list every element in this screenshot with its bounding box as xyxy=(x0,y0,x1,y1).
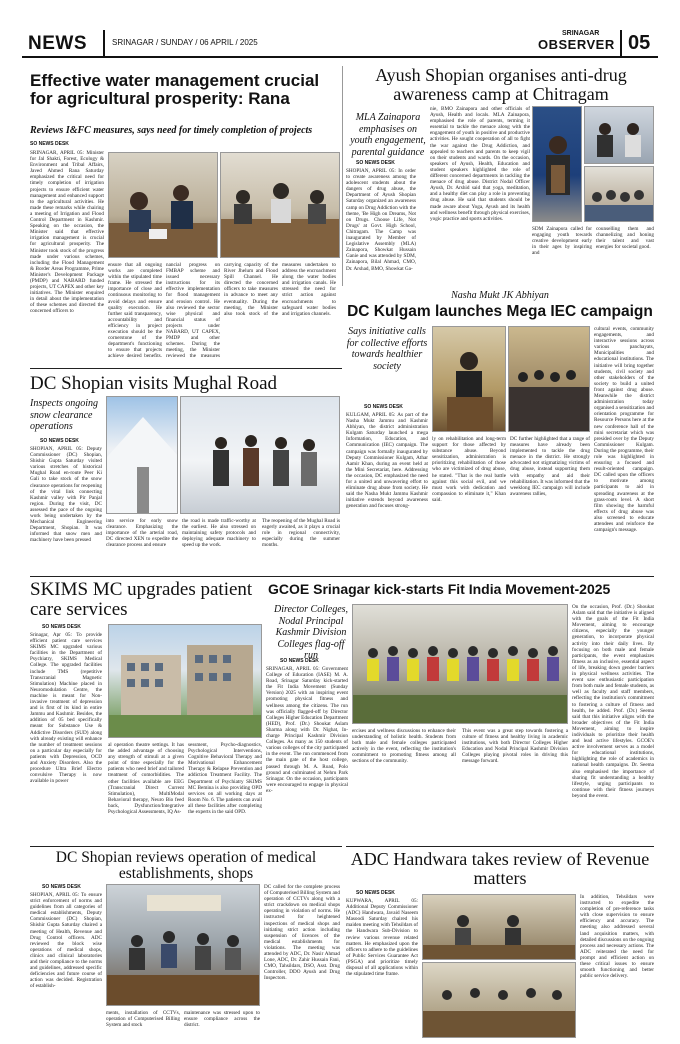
story1-body-col4: carrying capacity of the River Jhelum and Flood Spill Channel. He directed the concerned officers to take measures in advance to meet any eventuality. During the meeting, the Minister also took stock of the measures undertaken to address the encroachment along the water bodies and irrigation canals. He stressed the need for strict action against encroachments to safeguard water bodies and irrigation channels. xyxy=(224,262,336,317)
story5-photo-hospital xyxy=(108,624,262,738)
story-divider xyxy=(346,846,654,847)
story4-body-col2: into service for early snow clearance. Emphasizing the importance of the arterial road, DC directed XEN to expedite the clearance process and ensure xyxy=(106,518,178,549)
story7-photo-meeting xyxy=(106,884,260,1006)
story-divider xyxy=(30,846,342,847)
story6-desk: SO NEWS DESK xyxy=(280,658,319,664)
story7-body-col2: ments, installation of CCTVs, operation of Computerised Billing System and stock xyxy=(106,1010,180,1029)
story3-photo-speaker xyxy=(432,326,506,432)
story1-photo-right xyxy=(220,152,340,258)
story7-desk: SO NEWS DESK xyxy=(42,884,81,890)
story2-photo-students xyxy=(584,166,654,222)
story4-desk: SO NEWS DESK xyxy=(40,438,79,444)
story7-body-col4: DC called for the complete process of Computerised Billing System and operation of CCTVs along with a strict crackdown on medical shops operating in violation of norms. He instructed for heightened inspections of medical shops and initiating strict action including suspension of licences of the medical establishments for violations. The meeting was attended by ADC, Dr. Nasir Ahmad Lone, ADC, Dr. Zahir Hussain Fani, CMO, Tahsildars, DSO, Asst. Drug Controller, DDO Ayush and Drug Inspectors. xyxy=(264,884,340,982)
story8-photo-bottom xyxy=(422,962,576,1038)
story1-body-col1: SRINAGAR, APRIL 05: Minister for Jal Shakti, Forest, Ecology & Environment and Tribal Affairs, Javed Ahmed Rana Saturday emphasized the critical need for timely completion of irrigation projects to ensure efficient water management and enhanced support to the agricultural activities. He made these remarks while chairing a meeting of Irrigation and Flood Control Department in Kashmir. Speaking on the occasion, the Minister said that effective irrigation management is crucial for agricultural prosperity. The Minister took stock of the progress made under various schemes, including the Flood Management & Border Areas Programme, Prime Minister's Development Package (PMDP) and NABARD funded projects, UT CAPEX and other key initiatives. The Minister enquired in detail about the implementation of these schemes and directed the concerned officers to xyxy=(30,150,104,315)
story6-body-col2: ercises and wellness discussions to enhance their understanding of holistic health. Students from both male and female colleges participated actively in the event, reflecting the institution's commitment to promoting fitness among all sections of the community. xyxy=(352,728,456,765)
story3-photo-audience xyxy=(508,326,590,432)
story3-body-col2b: DC further highlighted that a range of measures have already been implemented to tackle the drug menace in the district. He strongly advocated not stigmatizing victims of drug abuse, instead supporting them with empathy and aid their rehabilitation. It was informed that the weeklong IEC campaign will include awareness rallies, xyxy=(510,436,590,497)
story8-body-col1: KUPWARA, APRIL 05: Additional Deputy Commissioner (ADC) Handwara, Javaid Naseem Masoodi Saturday chaired his maiden meeting with Tehsildars of the Handwara Sub-Division to review various revenue related matters. He emphasized upon the officers to adhere to the guidelines of Public Services Guarantee Act (PSGA) and prioritize timely disposal of all applications within the stipulated time frame. xyxy=(346,898,418,978)
snow-road-photo-icon xyxy=(107,397,178,514)
story4-headline: DC Shopian visits Mughal Road xyxy=(30,373,278,394)
story3-kicker: Nasha Mukt JK Abhiyan xyxy=(451,290,549,301)
story4-photo-snow xyxy=(106,396,178,514)
story1-photo-left xyxy=(108,152,218,258)
story3-body-col3: cultural events, community engagements, and interactive sessions across various panchayats, Municipalities and educational institutions. The initiative will bring together students, civil society and other stakeholders of the society to build a united front against drug abuse. Meanwhile the district administration today organised a sensitization and orientation programme for Resource Persons here at the new conference hall of the mini secretariat which was presided over by the Deputy Commissioner Kulgam. During the programme, their role was highlighted in ensuring a focused and result-oriented campaign. DC called upon the officers to motivate among participants to aid in spreading awareness at the grass-roots level. A short film showing the harmful effects of drug abuse was also screened to educate attendees and reinforce the campaign's message. xyxy=(594,326,654,534)
story3-deck: Says initiative calls for collective efforts towards healthier society xyxy=(346,326,428,372)
story7-body-col1: SHOPIAN, APRIL 05: To ensure strict enforcement of norms and guidelines from all categories of medical establishments, Deputy Commissioner (DC) Shopian, Shishir Gupta Saturday chaired a meeting of Health, Revenue and Drug Control officers. ADC reviewed the block wise operations of medical shops, clinics and clinical laboratories and their compliance to the norms and guidelines, addressed specific deficiencies and future course of action was decided. Registration of establish- xyxy=(30,892,102,990)
story5-headline: SKIMS MC upgrades patient care services xyxy=(30,579,253,620)
fitness-run-group-icon xyxy=(353,605,568,724)
story1-body-col2: ensure that all ongoing works are completed within the stipulated time frame. He stressed the importance of close and continuous monitoring to avoid delays and ensure quality execution. He further said transparency, accountability and efficiency in project execution should be the cornerstone of the department's functioning to ensure that projects achieve desired benefits. xyxy=(108,262,162,358)
review-meeting-icon xyxy=(107,885,260,1006)
story5-desk: SO NEWS DESK xyxy=(42,624,81,630)
speaker-photo-icon xyxy=(533,107,582,222)
hospital-building-icon xyxy=(109,625,262,738)
story2-caption-b: counselling them and channelizing and honing their talent and vast energies for societal good. xyxy=(596,226,654,251)
story1-body-col3: nancial progress on FMBAP scheme and issued necessary instructions for its effective implementation for flood management and erosion control. He also reviewed the sector wise physical and financial status of projects under NABARD, UT CAPEX, PMDP and other schemes. During the meeting, the Minister reviewed the measures xyxy=(166,262,220,358)
story6-deck: Director Colleges, Nodal Principal Kashmir Division Colleges flag-off run xyxy=(273,604,349,661)
podium-speaker-icon xyxy=(433,327,506,432)
story1-headline: Effective water management crucial for agricultural prosperity: Rana xyxy=(30,71,320,108)
story6-headline: GCOE Srinagar kick-starts Fit India Movement-2025 xyxy=(268,581,611,597)
brand-city: SRINAGAR xyxy=(562,30,600,37)
story-divider xyxy=(30,368,342,369)
students-photo-icon xyxy=(585,167,654,222)
brand-logo: OBSERVER xyxy=(538,37,615,52)
story7-headline: DC Shopian reviews operation of medical establishments, shops xyxy=(55,849,317,883)
story4-body-col3: the road is made traffic-worthy at the earliest. He also stressed on maintaining safety protocols and deploying adequate machinery to speed up the work. xyxy=(182,518,256,549)
story1-desk: SO NEWS DESK xyxy=(30,141,69,147)
story5-body-col2: al operation theatre settings. It has the added advantage of choosing any strength of stimuli at a given point of time especially for the patients who need brief and tailored treatment of comorbidities. The other facilities available are EEG (Transcranial Direct Current Stimulation), MultiModal Behavioral therapy, Neuro Bio feed back, Dysfunction/Integrative Psychological Assessments, IQ As- xyxy=(108,742,184,816)
story4-photo-officials xyxy=(180,396,340,514)
story3-headline: DC Kulgam launches Mega IEC campaign xyxy=(347,303,653,320)
story8-desk: SO NEWS DESK xyxy=(356,890,395,896)
story2-photo-speaker xyxy=(532,106,582,222)
page-number: 05 xyxy=(628,32,651,54)
story6-body-col3: This event was a great step towards fostering a culture of fitness and healthy living in academic institutions, with both Director Colleges Higher Education and Nodal Principal Kashmir Division Colleges playing pivotal roles in driving this message forward. xyxy=(462,728,568,765)
masthead-divider-right xyxy=(620,30,622,56)
story2-desk: SO NEWS DESK xyxy=(356,160,395,166)
story7-body-col3: maintenance was stressed upon to ensure compliance across the district. xyxy=(184,1010,260,1029)
audience-photo-icon xyxy=(509,327,590,432)
story2-body-col1: SHOPIAN, APRIL 05: In order to create awareness among the adolescent students about the dangers of drug abuse, the Department of Ayush Shopian Saturday organized an awareness camp on Drug Addiction with the theme, 'Be High on Dreams, Not on Drugs. Choose Life, Not Drugs' at Govt. High School, Chitragam. The Camp was inaugurated by Member of Legislative Assembly (MLA) Zainapora, Showkat Hussain Ganie and was attended by SDM, Zainapora, Bilal Ahmad, CMO, Dr. Arshad, BMO, Showkat Ga- xyxy=(346,168,416,272)
story2-photo-officials xyxy=(584,106,654,164)
story8-headline: ADC Handwara takes review of Revenue matters xyxy=(350,849,650,888)
story3-body-col2: ly on rehabilitation and long-term support for those affected by substance abuse. Beyond sensitization, administration is prioritizing rehabilitation of those who are victimized of drug abuse, he stated. "That is the real battle against this social evil, and we must work with dedication and compassion to eliminate it," Khan said. xyxy=(432,436,506,503)
officials-photo-icon xyxy=(585,107,654,164)
section-label: NEWS xyxy=(28,33,87,54)
meeting-photo-icon xyxy=(109,153,218,258)
column-divider xyxy=(342,66,343,286)
masthead-divider xyxy=(103,30,105,56)
handwara-meeting-icon xyxy=(423,895,576,960)
story6-body-col4: On the occasion, Prof. (Dr.) Shoukat Aslam said that the initiative is aligned with the goals of the Fit India Movement, aiming to encourage citizens, especially the younger generation, to incorporate physical activity into their daily lives. By focusing on both male and female participants, the event emphasizes fitness as an inclusive, essential aspect of life, breaking down gender barriers in physical wellness activities. The event saw enthusiastic participation from both male and female students, as well as faculty and staff members, reflecting the institution's commitment to fostering a culture of fitness and health, he added. Prof. (Dr.) Seema said that this initiative aligns with the broader objectives of the Fit India Movement, aiming to inspire individuals to prioritize their health and lead active lifestyles. GCOE's active involvement serves as a model for educational institutions, highlighting the role of academics in national health campaigns. Dr. Seema also emphasised the importance of sharing fit understanding a healthy lifestyle, urging participants to continue with their fitness journeys beyond the event. xyxy=(572,604,654,799)
story4-deck: Inspects ongoing snow clearance operations xyxy=(30,398,99,432)
story3-body-col1: KULGAM, APRIL 05: As part of the Nasha Mukt Jammu and Kashmir Abhiyan, the district administration Kulgam Saturday launched a mega Information, Education, and Communication (IEC) campaign. The campaign was formally inaugurated by Deputy Commissioner Kulgam, Athar Aamir Khan, during an event held at the Mini Secretariat, here. Addressing the occasion, DC emphasized the need for a united and unwavering effort to eliminate drug abuse from society. He said the Nasha Mukt Jammu Kashmir initiative extends beyond awareness generation and focuses strong- xyxy=(346,412,428,510)
story2-caption-a: SDM Zainapora called for engaging youth towards creative development early in their ages by inspiring and xyxy=(532,226,592,257)
officials-in-snow-icon xyxy=(181,397,340,514)
story2-headline: Ayush Shopian organises anti-drug awareness camp at Chitragam xyxy=(375,65,627,104)
story8-body-col2: In addition, Tehsildars were instructed to expedite the completion of pre-reference tasks with close supervision to ensure efficiency and accuracy. The meeting also addressed several land acquisition matters, with detailed discussions on the ongoing process and necessary actions. The ADC reiterated the need for prompt and efficient action on these critical issues to ensure smooth functioning and better public service delivery. xyxy=(580,894,654,980)
dateline: SRINAGAR / SUNDAY / 06 APRIL / 2025 xyxy=(112,38,258,47)
story6-body-col1: SRINAGAR, APRIL 05: Government College of Education (IASE) M. A. Road, Srinagar Saturday kick-started the Fit India Movement (Sunday Version) 2025 with an inspiring event promoting physical fitness and wellness among the citizens. The run was officially flagged-off by Director Colleges Higher Education Department (HED), Prof. (Dr.) Shoukat Aslam Sharma along with Dr. Nighat, In-charge Principal Kashmir Division Colleges. As many as 150 students of various colleges of the city participated in the event. The run commenced from the main gate of the host college, passed through M. A. Road, Polo ground and culminated at Nehru Park Srinagar. On the occasion, participants were encouraged to engage in physical ex- xyxy=(266,666,348,794)
story3-desk: SO NEWS DESK xyxy=(364,404,403,410)
tehsildars-meeting-icon xyxy=(423,963,576,1038)
story2-deck: MLA Zainapora emphasises on youth engagement, parental guidance xyxy=(350,112,426,158)
story5-body-col1: Srinagar, Apr 05: To provide efficient patient care services SKIMS MC upgraded various facilities in the Department of Psychiatry, SKIMS Medical College. The upgraded facilities include TMS (repetitive Transcranial Magnetic Stimulation) Machine placed in Neuromodulation Centre, the machine is meant for Non-invasive treatment of depression and is first of its kind in entire Jammu and Kashmir. Besides, the addition of 05 bed specifically meant for Substance Use & Addictive Disorders (SUD) along with already existing will enhance the number of treatment sessions on a particular day especially for patients with Depression, OCD and Anxiety Disorders. Also the procedure Ultra Brief Electro convulsive Therapy is now available in power xyxy=(30,632,102,785)
masthead xyxy=(22,30,658,58)
story2-body-col2: nie, BMO Zainapora and other officials of Ayush, Health and locals. MLA Zainapora, emphasised the role of parents, terming it essential to tackle the menace along with the engagement of youth in positive and productive activities. He sought cooperation of all to fight the war against the Drug Addiction, and appealed to teachers and parents to keep vigil on their students and wards. On the occasion, speakers of Ayush, Health, Education and student speakers highlighted the role of different concerned departments in tackling the menace of drug abuse. District Nodal Officer Ayush, Dr. Arshid said that yoga, meditation, and a healthy diet can play a role in preventing drug abuse. He said that students should be made aware about Yoga, Ayush and its health and wellness benefit through physical exercises, yogic practice and sports activities. xyxy=(430,106,530,222)
story4-body-col4: The reopening of the Mughal Road is eagerly awaited, as it plays a crucial role in regional connectivity, especially during the summer months. xyxy=(262,518,340,549)
story4-body-col1: SHOPIAN, APRIL 05: Deputy Commissioner (DC) Shopian, Shishir Gupta Saturday visited various stretches of historical Mughal Road en-route Peer Ki Gali to take stock of the snow clearance operations for reopening of the vital link connecting Kashmir valley with Pir Panjal region. During the visit, DC assessed the pace of the ongoing work being undertaken by the Mechanical Engineering Department, Shopian. It was informed that snow men and machinery have been pressed xyxy=(30,446,102,544)
story8-photo-top xyxy=(422,894,576,960)
story1-deck: Reviews I&FC measures, says need for timely completion of projects xyxy=(30,125,313,136)
story-divider xyxy=(264,576,654,577)
story6-photo-run xyxy=(352,604,568,724)
story5-body-col3: sessment, Psycho-diagnostics, Psychological Interventions, Cognitive Behavioral Therapy and Motivational Enhancement Therapy & Relapse Prevention and addiction Treatment Facility. The Department of Psychiatry SKIMS MC Bemina is also providing OPD services on all working days at Room No. 6. The patients can avail all these facilities after completing the experts in the said OPD. xyxy=(188,742,262,816)
meeting-table-photo-icon xyxy=(221,153,340,258)
